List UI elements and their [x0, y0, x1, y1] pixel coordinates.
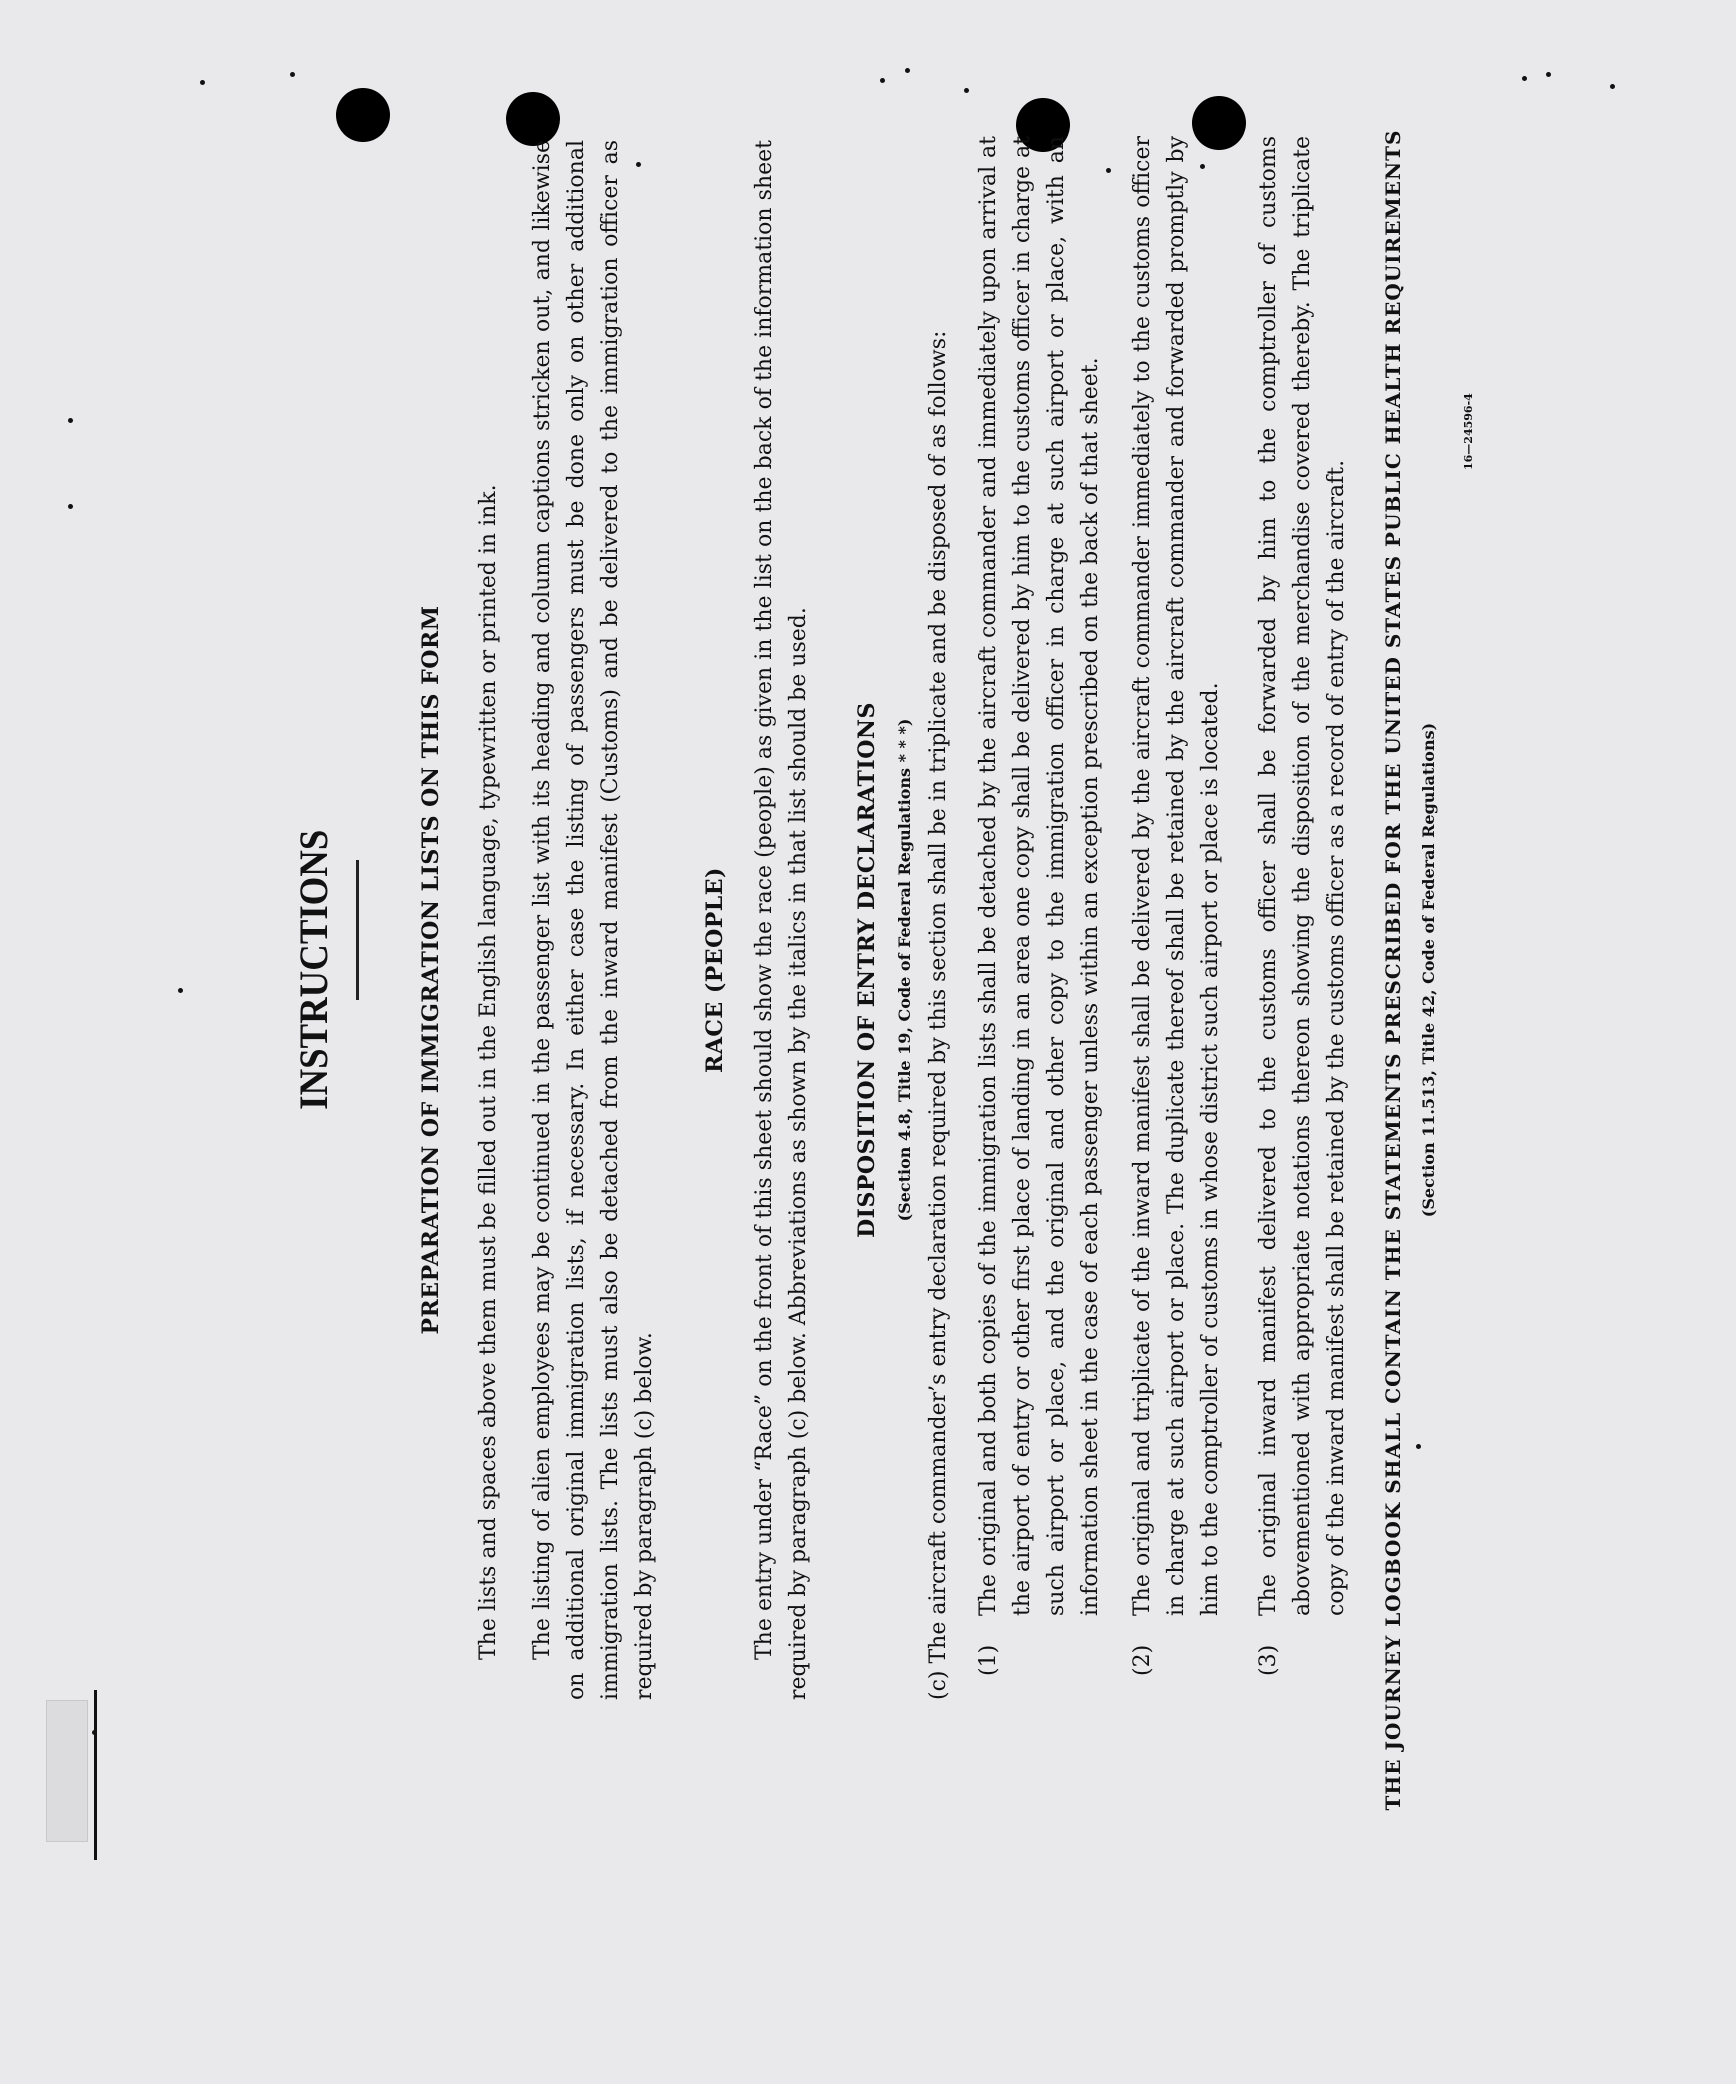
- speck: [905, 68, 910, 73]
- item-number: (3): [1256, 1644, 1281, 1676]
- race-paragraph: The entry under “Race” on the front of this sheet should show the race (people) as given in the list on the back of the information sheet required by paragraph (c) below. Abbreviations as shown by the italics in that list should be used.: [752, 140, 811, 1700]
- form-code: 16—24596-4: [1462, 393, 1475, 470]
- item-text: The original and triplicate of the inward manifest shall be delivered by the aircraft commander immediately to the customs officer in charge at such airport or place. The duplicate thereof shall be retained by the aircraft commander and forwarded promptly by him to the comptroller of customs in whose district such airport or place is located.: [1130, 136, 1223, 1616]
- title-underline: [356, 860, 359, 1000]
- disposition-subheading: (Section 4.8, Title 19, Code of Federal Regulations * * *): [895, 718, 914, 1222]
- item-number: (2): [1130, 1644, 1155, 1676]
- rotated-content: [42, 80, 1475, 1860]
- speck: [290, 72, 295, 77]
- disposition-item-1: [972, 136, 1108, 1676]
- speck: [1522, 76, 1527, 81]
- prep-paragraph-2: The listing of alien employees may be continued in the passenger list with its heading and column captions stricken out, and likewise on additional original immigration lists, if necessary. In either case the listing of passengers must be done only on other additional immigration lists. The lists must also be detached from the inward manifest (Customs) and be delivered to the immigration officer as required by paragraph (c) below.: [530, 140, 657, 1700]
- prep-paragraph-1: The lists and spaces above them must be filled out in the English language, typewritten or printed in ink.: [476, 484, 501, 1660]
- page-title: INSTRUCTIONS: [291, 829, 336, 1111]
- speck: [1610, 84, 1615, 89]
- item-text: The original and both copies of the immigration lists shall be detached by the aircraft commander and immediately upon arrival at the airport of entry or other first place of landing in an area one copy shall be delivered by him to the customs officer in charge at such airport or place, and the original and other copy to the immigration officer in charge at such airport or place, with an information sheet in the case of each passenger unless within an exception prescribed on the back of that sheet.: [976, 136, 1103, 1616]
- title-block: [291, 80, 338, 1860]
- footer-citation: (Section 11.513, Title 42, Code of Federal Regulations): [1419, 722, 1438, 1218]
- prep-heading: PREPARATION OF IMMIGRATION LISTS ON THIS FORM: [418, 605, 444, 1335]
- item-text: The original inward manifest delivered to the customs officer shall be forwarded by him to the comptroller of customs abovementioned with appropriate notations thereon showing the disposition of the merchandise covered thereby. The triplicate copy of the inward manifest shall be retained by the customs officer as a record of entry of the aircraft.: [1256, 136, 1349, 1616]
- disposition-item-3: [1252, 136, 1354, 1676]
- race-heading: RACE (PEOPLE): [702, 867, 728, 1073]
- disposition-item-2: [1126, 136, 1228, 1676]
- footer-requirements: THE JOURNEY LOGBOOK SHALL CONTAIN THE STATEMENTS PRESCRIBED FOR THE UNITED STATES PUBLIC HEALTH REQUIREMENTS: [1381, 129, 1405, 1811]
- disposition-heading: DISPOSITION OF ENTRY DECLARATIONS: [854, 702, 880, 1238]
- item-number: (1): [976, 1644, 1001, 1676]
- speck: [1546, 72, 1551, 77]
- disposition-paragraph-c: (c) The aircraft commander’s entry declaration required by this section shall be in triplicate and be disposed of as follows:: [926, 330, 951, 1700]
